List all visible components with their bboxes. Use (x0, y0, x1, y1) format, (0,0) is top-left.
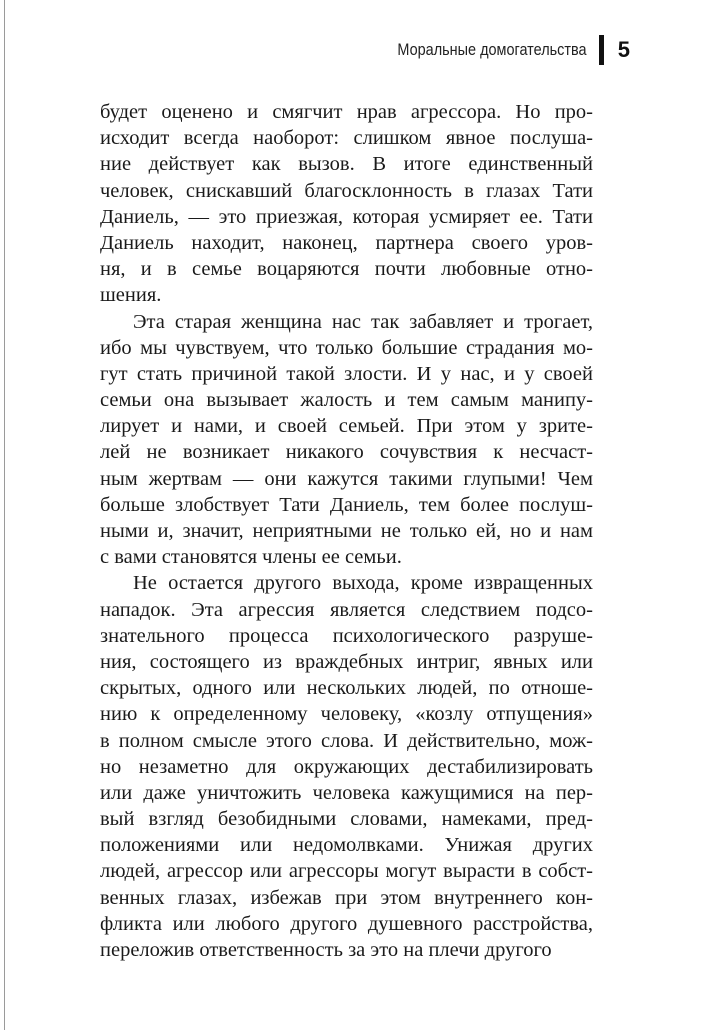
page-number: 5 (617, 37, 630, 62)
text-line: с вами становятся члены ее семьи. (100, 546, 402, 569)
text-line: лирует и нами, и своей семьей. При этом у зрите- (100, 415, 593, 438)
text-line: ние действует как вызов. В итоге единственный (100, 153, 593, 176)
text-line: знательного процесса психологического разруше- (100, 624, 593, 647)
text-line: ня, и в семье воцаряются почти любовные отно- (100, 258, 593, 281)
text-line: нию к определенному человеку, «козлу отпущения» (100, 703, 593, 726)
text-line: вый взгляд безобидными словами, намеками, пред- (100, 808, 593, 831)
text-line: переложив ответственность за это на плечи другого (100, 939, 552, 961)
text-line: ным жертвам — они кажутся такими глупыми! Чем (100, 467, 593, 490)
page-left-edge (4, 0, 5, 1030)
text-line: человек, снискавший благосклонность в глазах Тати (100, 179, 593, 202)
paragraph (100, 99, 593, 309)
running-head (100, 34, 630, 66)
paragraph (100, 309, 593, 571)
text-line: нападок. Эта агрессия является следствием подсо- (100, 598, 593, 621)
text-line: ными и, значит, неприятными не только ей, но и нам (100, 520, 593, 542)
header-divider-bar (599, 35, 604, 65)
text-line: будет оценено и смягчит нрав агрессора. Но про- (100, 101, 593, 123)
text-line: в полном смысле этого слова. И действительно, мож- (100, 729, 593, 752)
text-line: гут стать причиной такой злости. И у нас, и у своей (100, 362, 593, 385)
text-line: Даниель, — это приезжая, которая усмиряет ее. Тати (100, 205, 593, 228)
text-line: фликта или любого другого душевного расстройства, (100, 912, 593, 935)
chapter-title: Моральные домогательства (397, 40, 587, 59)
text-line: ибо мы чувствуем, что только большие страдания мо- (100, 336, 593, 359)
text-line: положениями или недомолвками. Унижая других (100, 834, 593, 857)
text-line: исходит всегда наоборот: слишком явное послуша- (100, 127, 593, 150)
text-line: людей, агрессор или агрессоры могут вырасти в собст- (100, 860, 593, 883)
text-line: скрытых, одного или нескольких людей, по отноше- (100, 677, 593, 700)
text-line: семьи она вызывает жалость и тем самым манипу- (100, 389, 593, 412)
text-line: или даже уничтожить человека кажущимися на пер- (100, 781, 593, 804)
text-line: шения. (100, 284, 162, 307)
text-line: ния, состоящего из враждебных интриг, явных или (100, 650, 593, 673)
text-line: Даниель находит, наконец, партнера своего уров- (100, 231, 593, 254)
body-text (100, 99, 593, 963)
text-line: но незаметно для окружающих дестабилизировать (100, 755, 593, 778)
text-line: Не остается другого выхода, кроме извращенных (133, 572, 593, 595)
text-line: венных глазах, избежав при этом внутреннего кон- (100, 886, 593, 909)
text-line: лей не возникает никакого сочувствия к несчаст- (100, 441, 593, 464)
text-line: больше злобствует Тати Даниель, тем более послуш- (100, 493, 593, 516)
text-line: Эта старая женщина нас так забавляет и трогает, (133, 310, 593, 333)
paragraph (100, 570, 593, 963)
